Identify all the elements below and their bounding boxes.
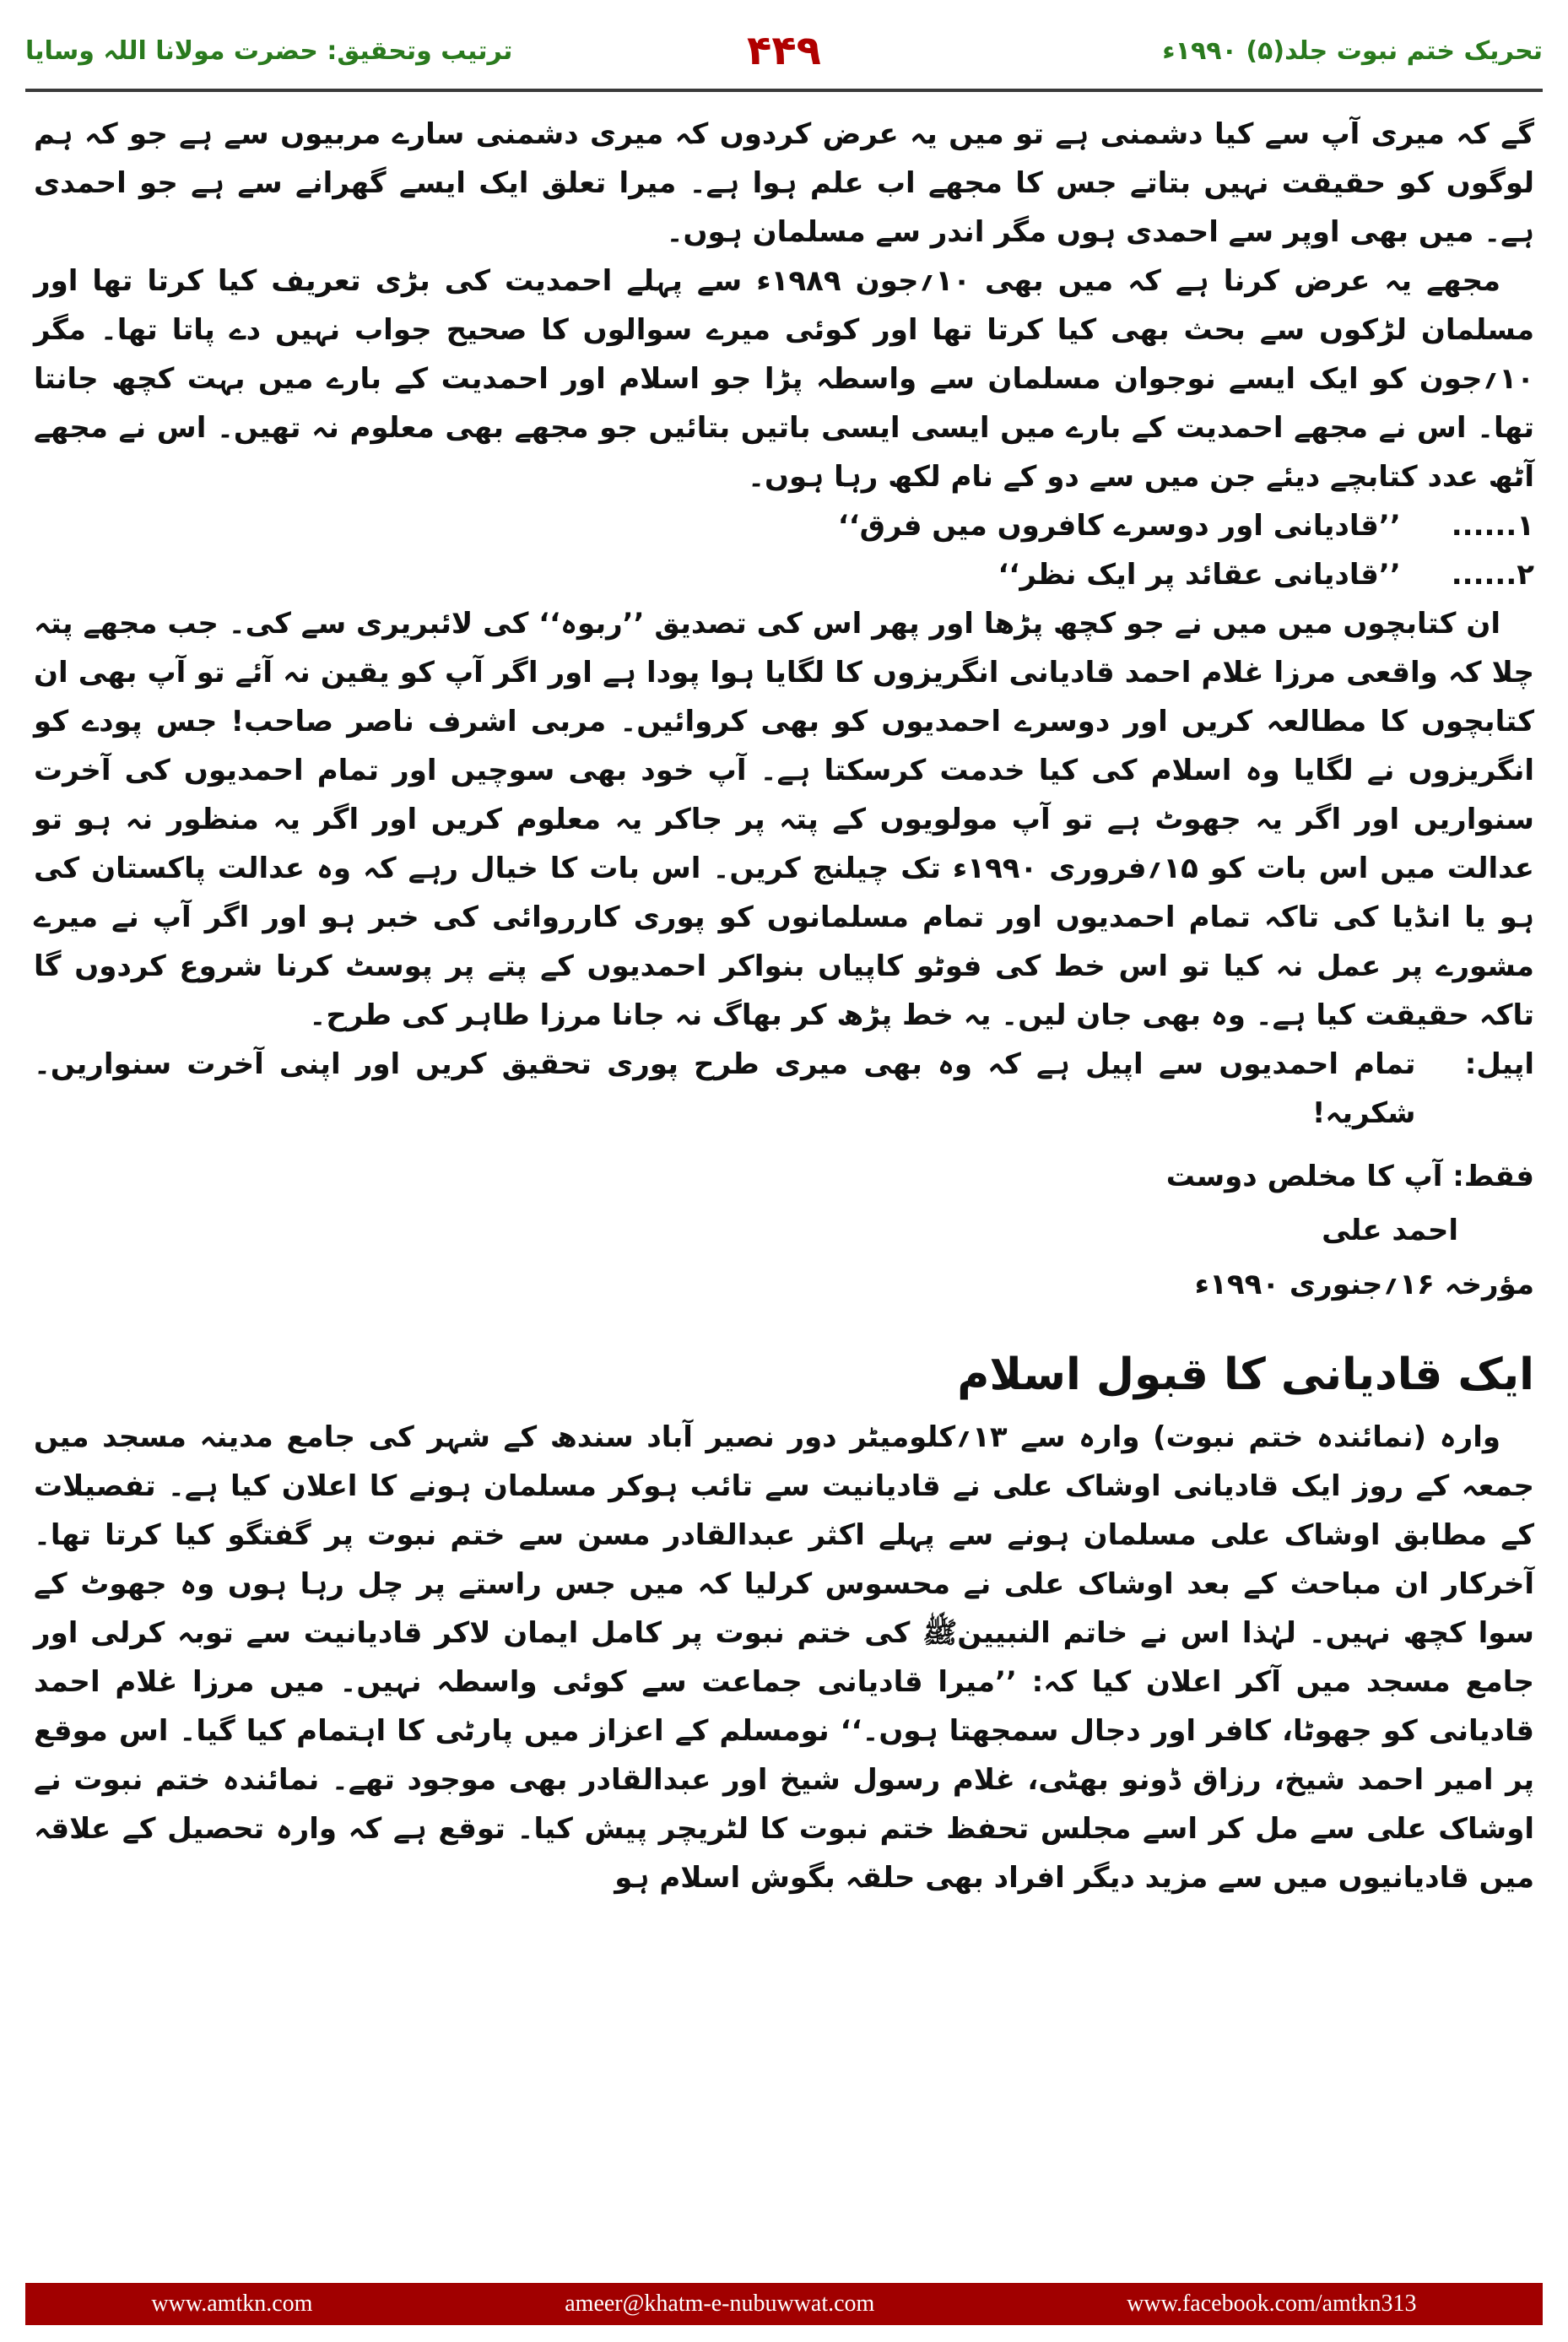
list-text: ’’قادیانی اور دوسرے کافروں میں فرق‘‘: [837, 509, 1401, 543]
closing-line: فقط: آپ کا مخلص دوست: [1165, 1160, 1534, 1193]
list-item: [34, 550, 1534, 599]
list-number: ۲......: [1451, 558, 1534, 592]
website-link[interactable]: www.amtkn.com: [151, 2291, 313, 2317]
paragraph-2: مجھے یہ عرض کرنا ہے کہ میں بھی ۱۰؍جون ۱۹۸۹ء سے پہلے احمدیت کی بڑی تعریف کیا کرتا تھا اور مسلمان لڑکوں سے بحث بھی کیا کرتا تھا اور کوئی میرے سوالوں کا صحیح جواب نہیں دے پاتا تھا۔ مگر ۱۰؍جون کو ایک ایسے نوجوان مسلمان سے واسطہ پڑا جو اسلام اور احمدیت کے بارے میں بہت کچھ جانتا تھا۔ اس نے مجھے احمدیت کے بارے میں ایسی ایسی باتیں بتائیں جو مجھے بھی معلوم نہ تھیں۔ اس نے مجھے آٹھ عدد کتابچے دیئے جن میں سے دو کے نام لکھ رہا ہوں۔: [34, 264, 1534, 494]
appeal-text: تمام احمدیوں سے اپیل ہے کہ وہ بھی میری طرح پوری تحقیق کریں اور اپنی آخرت سنواریں۔ شکریہ!: [34, 1047, 1416, 1130]
page-header: [25, 17, 1543, 84]
compiler-credit: ترتیب وتحقیق: حضرت مولانا اللہ وسایا: [25, 35, 513, 66]
appeal-label: اپیل:: [1464, 1047, 1534, 1081]
letter-date: مؤرخہ ۱۶؍جنوری ۱۹۹۰ء: [1194, 1268, 1534, 1301]
section-heading: ایک قادیانی کا قبول اسلام: [957, 1349, 1534, 1400]
signature-block: [34, 1149, 1534, 1312]
facebook-link[interactable]: www.facebook.com/amtkn313: [1127, 2291, 1417, 2317]
list-text: ’’قادیانی عقائد پر ایک نظر‘‘: [998, 558, 1401, 592]
paragraph-3: ان کتابچوں میں میں نے جو کچھ پڑھا اور پھر اس کی تصدیق ’’ربوہ‘‘ کی لائبریری سے کی۔ جب مجھے پتہ چلا کہ واقعی مرزا غلام احمد قادیانی انگریزوں کا لگایا ہوا پودا ہے اور اگر آپ کو یقین نہ آئے تو آپ بھی ان کتابچوں کا مطالعہ کریں اور دوسرے احمدیوں کو بھی کروائیں۔ مربی اشرف ناصر صاحب! جس پودے کو انگریزوں نے لگایا وہ اسلام کی کیا خدمت کرسکتا ہے۔ آپ خود بھی سوچیں اور تمام احمدیوں کی آخرت سنواریں اور اگر یہ جھوٹ ہے تو آپ مولویوں کے پتہ پر جاکر یہ معلوم کریں اور اگر یہ منظور نہ ہو تو عدالت میں اس بات کو ۱۵؍فروری ۱۹۹۰ء تک چیلنج کریں۔ اس بات کا خیال رہے کہ وہ عدالت پاکستان کی ہو یا انڈیا کی تاکہ تمام احمدیوں اور تمام مسلمانوں کو پوری کارروائی کی خبر ہو اور اگر آپ نے میرے مشورے پر عمل نہ کیا تو اس خط کی فوٹو کاپیاں بنواکر احمدیوں کے پتے پر پوسٹ کرنا شروع کردوں گا تاکہ حقیقت کیا ہے۔ وہ بھی جان لیں۔ یہ خط پڑھ کر بھاگ نہ جانا مرزا طاہر کی طرح۔: [34, 607, 1534, 1032]
signer-name: احمد علی: [1322, 1214, 1458, 1247]
appeal: [34, 1040, 1534, 1138]
email-link[interactable]: ameer@khatm-e-nubuwwat.com: [565, 2291, 875, 2317]
paragraph-4: وارہ (نمائندہ ختم نبوت) وارہ سے ۱۳؍کلومیٹر دور نصیر آباد سندھ کے شہر کی جامع مدینہ مسجد میں جمعہ کے روز ایک قادیانی اوشاک علی نے قادیانیت سے تائب ہوکر مسلمان ہونے کا اعلان کیا ہے۔ تفصیلات کے مطابق اوشاک علی مسلمان ہونے سے پہلے اکثر عبدالقادر مسن سے ختم نبوت پر گفتگو کیا کرتا تھا۔ آخرکار ان مباحث کے بعد اوشاک علی نے محسوس کرلیا کہ میں جس راستے پر چل رہا ہوں وہ جھوٹ کے سوا کچھ نہیں۔ لہٰذا اس نے خاتم النبیینﷺ کی ختم نبوت پر کامل ایمان لاکر قادیانیت سے توبہ کرلی اور جامع مسجد میں آکر اعلان کیا کہ: ’’میرا قادیانی جماعت سے کوئی واسطہ نہیں۔ میں مرزا غلام احمد قادیانی کو جھوٹا، کافر اور دجال سمجھتا ہوں۔‘‘ نومسلم کے اعزاز میں پارٹی کا اہتمام کیا گیا۔ اس موقع پر امیر احمد شیخ، رزاق ڈونو بھٹی، غلام رسول شیخ اور عبدالقادر بھی موجود تھے۔ نمائندہ ختم نبوت نے اوشاک علی سے مل کر اسے مجلس تحفظ ختم نبوت کا لٹریچر پیش کیا۔ توقع ہے کہ وارہ تحصیل کے علاقہ میں قادیانیوں میں سے مزید دیگر افراد بھی حلقہ بگوش اسلام ہو: [34, 1420, 1534, 1895]
book-title: تحریک ختم نبوت جلد(۵) ۱۹۹۰ء: [1162, 35, 1543, 66]
list-item: [34, 501, 1534, 550]
list-number: ۱......: [1451, 509, 1534, 543]
page-number: ۴۴۹: [747, 27, 821, 74]
page-footer: [25, 2283, 1543, 2325]
header-divider: [25, 89, 1543, 92]
page-body: [34, 110, 1534, 1902]
paragraph-1: گے کہ میری آپ سے کیا دشمنی ہے تو میں یہ عرض کردوں کہ میری دشمنی سارے مربیوں سے ہے جو کہ ہم لوگوں کو حقیقت نہیں بتاتے جس کا مجھے اب علم ہوا ہے۔ میرا تعلق ایک ایسے گھرانے سے ہے جو احمدی ہے۔ میں بھی اوپر سے احمدی ہوں مگر اندر سے مسلمان ہوں۔: [34, 117, 1534, 249]
